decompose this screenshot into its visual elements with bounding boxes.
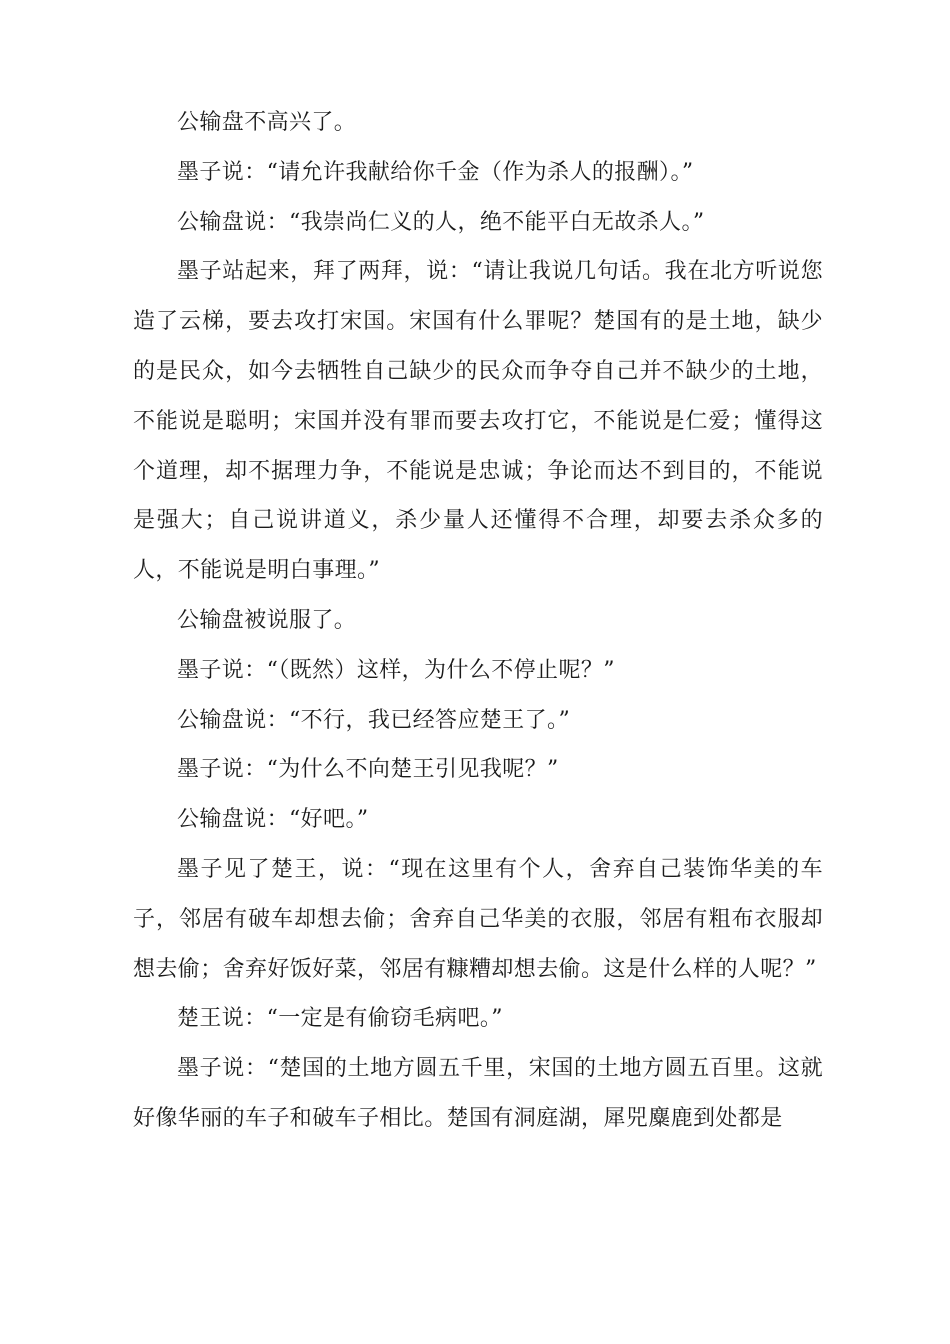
paragraph-4: 墨子站起来，拜了两拜，说：“请让我说几句话。我在北方听说您造了云梯，要去攻打宋国。宋国有什么罪呢？楚国有的是土地，缺少的是民众，如今去牺牲自己缺少的民众而争夺自己并不缺少的土地，不能说是聪明；宋国并没有罪而要去攻打它，不能说是仁爱；懂得这个道理，却不据理力争，不能说是忠诚；争论而达不到目的，不能说是强大；自己说讲道义，杀少量人还懂得不合理，却要去杀众多的人，不能说是明白事理。”	[133, 259, 823, 584]
paragraph-1: 公输盘不高兴了。	[177, 110, 357, 135]
paragraph-11: 楚王说：“一定是有偷窃毛病吧。”	[177, 1006, 503, 1032]
paragraph-8: 墨子说：“为什么不向楚王引见我呢？”	[177, 757, 559, 783]
paragraph-5: 公输盘被说服了。	[177, 607, 357, 633]
document-body	[133, 98, 823, 1144]
paragraph-7: 公输盘说：“不行，我已经答应楚王了。”	[177, 707, 571, 733]
paragraph-6: 墨子说：“（既然）这样，为什么不停止呢？”	[177, 657, 615, 683]
paragraph-10: 墨子见了楚王，说：“现在这里有个人，舍弃自己装饰华美的车子，邻居有破车却想去偷；舍弃自己华美的衣服，邻居有粗布衣服却想去偷；舍弃好饭好菜，邻居有糠糟却想去偷。这是什么样的人呢？”	[133, 856, 823, 982]
paragraph-12: 墨子说：“楚国的土地方圆五千里，宋国的土地方圆五百里。这就好像华丽的车子和破车子相比。楚国有洞庭湖，犀兕麋鹿到处都是	[133, 1056, 823, 1131]
paragraph-9: 公输盘说：“好吧。”	[177, 807, 369, 833]
paragraph-2: 墨子说：“请允许我献给你千金（作为杀人的报酬）。”	[177, 159, 694, 185]
paragraph-3: 公输盘说：“我崇尚仁义的人，绝不能平白无故杀人。”	[177, 209, 705, 235]
